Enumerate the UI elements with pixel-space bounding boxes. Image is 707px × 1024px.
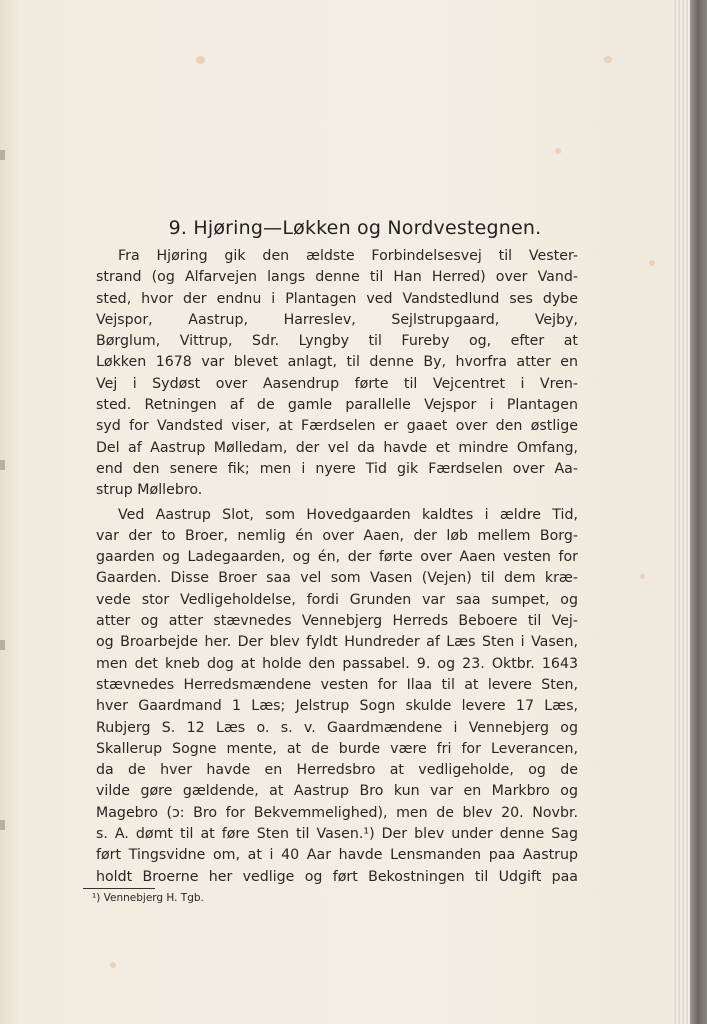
footnote-divider (83, 888, 155, 889)
text-line: Skallerup Sogne mente, at de burde være fri for Leverancen, (96, 740, 578, 757)
text-line: Magebro (ɔ: Bro for Bekvemmelighed), men de blev 20. Novbr. (96, 804, 578, 821)
text-line: Fra Hjøring gik den ældste Forbindelsesvej til Vester- (118, 248, 578, 264)
text-line: Vej i Sydøst over Aasendrup førte til Vejcentret i Vren- (96, 375, 578, 392)
age-spot (649, 260, 655, 266)
age-spot (110, 962, 116, 968)
text-line: men det kneb dog at holde den passabel. 9. og 23. Oktbr. 1643 (96, 655, 578, 672)
text-line: da de hver havde en Herredsbro at vedligeholde, og de (96, 762, 578, 779)
text-line: holdt Broerne her vedlige og ført Bekostningen til Udgift paa (96, 868, 578, 885)
text-line: var der to Broer, nemlig én over Aaen, der løb mellem Borg- (96, 527, 578, 544)
text-line: Ved Aastrup Slot, som Hovedgaarden kaldtes i ældre Tid, (118, 506, 578, 523)
text-line: Vejspor, Aastrup, Harreslev, Sejlstrupgaard, Vejby, (96, 311, 578, 328)
text-line: sted. Retningen af de gamle parallelle Vejspor i Plantagen (96, 397, 578, 414)
paragraph-2 (96, 505, 578, 888)
text-line: vilde gøre gældende, at Aastrup Bro kun var en Markbro og (96, 783, 578, 800)
paragraph-1 (96, 246, 578, 502)
text-line: atter og atter stævnedes Vennebjerg Herreds Beboere til Vej- (96, 613, 578, 630)
book-edge-shadow (690, 0, 707, 1024)
text-line: gaarden og Ladegaarden, og én, der førte over Aaen vesten for (96, 549, 578, 566)
body-text (96, 210, 578, 888)
binding-mark (0, 820, 5, 830)
binding-mark (0, 640, 5, 650)
text-line: strand (og Alfarvejen langs denne til Han Herred) over Vand- (96, 269, 578, 286)
age-spot (196, 56, 205, 64)
text-line: ført Tingsvidne om, at i 40 Aar havde Lensmanden paa Aastrup (96, 847, 578, 864)
text-line: s. A. dømt til at føre Sten til Vasen.¹) Der blev under denne Sag (96, 826, 578, 843)
text-line: Børglum, Vittrup, Sdr. Lyngby til Fureby og, efter at (96, 333, 578, 350)
binding-mark (0, 150, 5, 160)
text-line: og Broarbejde her. Der blev fyldt Hundreder af Læs Sten i Vasen, (96, 634, 578, 651)
page-stack-edges (672, 0, 690, 1024)
chapter-title: 9. Hjøring—Løkken og Nordvestegnen. (168, 217, 542, 239)
footnote: ¹) Vennebjerg H. Tgb. (92, 892, 204, 904)
text-line: stævnedes Herredsmændene vesten for Ilaa til at levere Sten, (96, 676, 578, 693)
text-line: vede stor Vedligeholdelse, fordi Grunden var saa sumpet, og (96, 591, 578, 608)
binding-mark (0, 460, 5, 470)
text-line: syd for Vandsted viser, at Færdselen er gaaet over den østlige (96, 418, 578, 435)
text-line: sted, hvor der endnu i Plantagen ved Vandstedlund ses dybe (96, 290, 578, 307)
text-line: Løkken 1678 var blevet anlagt, til denne By, hvorfra atter en (96, 354, 578, 371)
text-line: Rubjerg S. 12 Læs o. s. v. Gaardmændene i Vennebjerg og (96, 719, 578, 736)
text-line: hver Gaardmand 1 Læs; Jelstrup Sogn skulde levere 17 Læs, (96, 698, 578, 715)
age-spot (555, 148, 561, 154)
text-line: strup Møllebro. (96, 482, 203, 499)
text-line: Gaarden. Disse Broer saa vel som Vasen (Vejen) til dem kræ- (96, 570, 578, 587)
text-line: end den senere fik; men i nyere Tid gik Færdselen over Aa- (96, 460, 578, 477)
age-spot (604, 56, 612, 63)
age-spot (640, 574, 645, 579)
text-line: Del af Aastrup Mølledam, der vel da havde et mindre Omfang, (96, 439, 578, 456)
